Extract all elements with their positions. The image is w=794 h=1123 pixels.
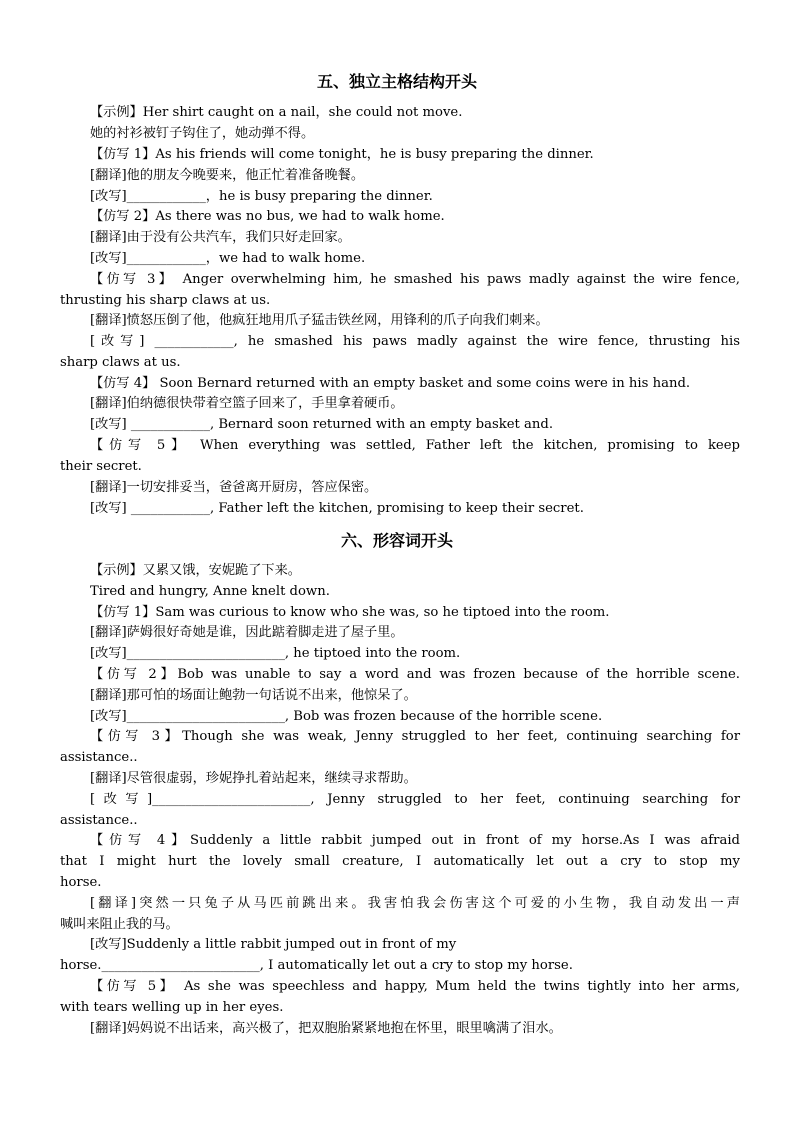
translation-line: [翻译]伯纳德很快带着空篮子回来了，手里拿着硬币。 bbox=[90, 396, 404, 411]
translation-line: [翻译]妈妈说不出话来，高兴极了，把双胞胎紧紧地抱在怀里，眼里噙满了泪水。 bbox=[90, 1021, 562, 1036]
exercise-5-cont: their secret. bbox=[60, 459, 142, 474]
translation-line: [翻译]突然一只兔子从马匹前跳出来。我害怕我会伤害这个可爱的小生物，我自动发出一声 bbox=[90, 896, 740, 911]
translation-line: [翻译]尽管很虚弱，珍妮挣扎着站起来，继续寻求帮助。 bbox=[90, 771, 417, 786]
exercise-5: 【仿写 5】 When everything was settled, Father left the kitchen, promising to keep bbox=[90, 438, 740, 453]
rewrite-line: [改写]____________，he is busy preparing the dinner. bbox=[90, 189, 433, 204]
rewrite-line-cont: sharp claws at us. bbox=[60, 355, 181, 370]
rewrite-line: [改写]________________________, he tiptoed into the room. bbox=[90, 646, 461, 661]
section-title-5: 五、独立主格结构开头 bbox=[316, 72, 477, 91]
rewrite-line-cont: assistance.. bbox=[60, 813, 138, 828]
exercise-5-cont: with tears welling up in her eyes. bbox=[60, 1000, 284, 1015]
exercise-4-cont: horse. bbox=[60, 875, 102, 890]
section-title-6: 六、形容词开头 bbox=[340, 531, 453, 550]
rewrite-line: [改写] ____________, he smashed his paws madly against the wire fence, thrusting his bbox=[90, 334, 740, 349]
exercise-1: 【仿写 1】Sam was curious to know who she was, so he tiptoed into the room. bbox=[90, 605, 610, 620]
translation-line-cont: 喊叫来阻止我的马。 bbox=[60, 917, 179, 932]
exercise-2: 【仿写 2】Bob was unable to say a word and was frozen because of the horrible scene. bbox=[90, 667, 740, 682]
rewrite-line-cont: horse.________________________, I automatically let out a cry to stop my horse. bbox=[60, 958, 573, 973]
translation-line: [翻译]愤怒压倒了他，他疯狂地用爪子猛击铁丝网，用锋利的爪子向我们刺来。 bbox=[90, 313, 549, 328]
example-sentence: 【示例】又累又饿，安妮跪了下来。 bbox=[90, 563, 301, 578]
translation-line: [翻译]萨姆很好奇她是谁，因此踮着脚走进了屋子里。 bbox=[90, 625, 404, 640]
rewrite-line: [改写] ____________, Bernard soon returned with an empty basket and. bbox=[90, 417, 554, 432]
example-translation: 她的衬衫被钉子钩住了，她动弹不得。 bbox=[90, 126, 315, 141]
example-sentence: 【示例】Her shirt caught on a nail，she could not move. bbox=[90, 105, 463, 120]
exercise-4: 【仿写 4】 Soon Bernard returned with an empty basket and some coins were in his hand. bbox=[90, 376, 691, 391]
rewrite-line: [改写]________________________, Bob was frozen because of the horrible scene. bbox=[90, 709, 603, 724]
rewrite-line: [改写] ____________, Father left the kitchen, promising to keep their secret. bbox=[90, 501, 584, 516]
example-translation: Tired and hungry, Anne knelt down. bbox=[90, 584, 330, 599]
exercise-2: 【仿写 2】As there was no bus, we had to walk home. bbox=[90, 209, 445, 224]
rewrite-line: [改写]________________________, Jenny struggled to her feet, continuing searching for bbox=[90, 792, 740, 807]
exercise-3: 【仿写 3】Though she was weak, Jenny struggled to her feet, continuing searching for bbox=[90, 729, 740, 744]
exercise-4-cont: that I might hurt the lovely small creature, I automatically let out a cry to stop my bbox=[60, 854, 740, 869]
exercise-4: 【仿写 4】Suddenly a little rabbit jumped out in front of my horse.As I was afraid bbox=[90, 833, 740, 848]
rewrite-line: [改写]____________，we had to walk home. bbox=[90, 251, 366, 266]
translation-line: [翻译]那可怕的场面让鲍勃一句话说不出来，他惊呆了。 bbox=[90, 688, 417, 703]
exercise-3-cont: assistance.. bbox=[60, 750, 138, 765]
exercise-3-cont: thrusting his sharp claws at us. bbox=[60, 293, 271, 308]
translation-line: [翻译]由于没有公共汽车，我们只好走回家。 bbox=[90, 230, 351, 245]
translation-line: [翻译]他的朋友今晚要来，他正忙着准备晚餐。 bbox=[90, 168, 365, 183]
exercise-5: 【仿写 5】 As she was speechless and happy, Mum held the twins tightly into her arms, bbox=[90, 979, 740, 994]
exercise-1: 【仿写 1】As his friends will come tonight，he is busy preparing the dinner. bbox=[90, 147, 594, 162]
exercise-3: 【仿写 3】 Anger overwhelming him, he smashed his paws madly against the wire fence, bbox=[90, 272, 740, 287]
translation-line: [翻译]一切安排妥当，爸爸离开厨房，答应保密。 bbox=[90, 480, 378, 495]
rewrite-line: [改写]Suddenly a little rabbit jumped out in front of my bbox=[90, 937, 457, 952]
